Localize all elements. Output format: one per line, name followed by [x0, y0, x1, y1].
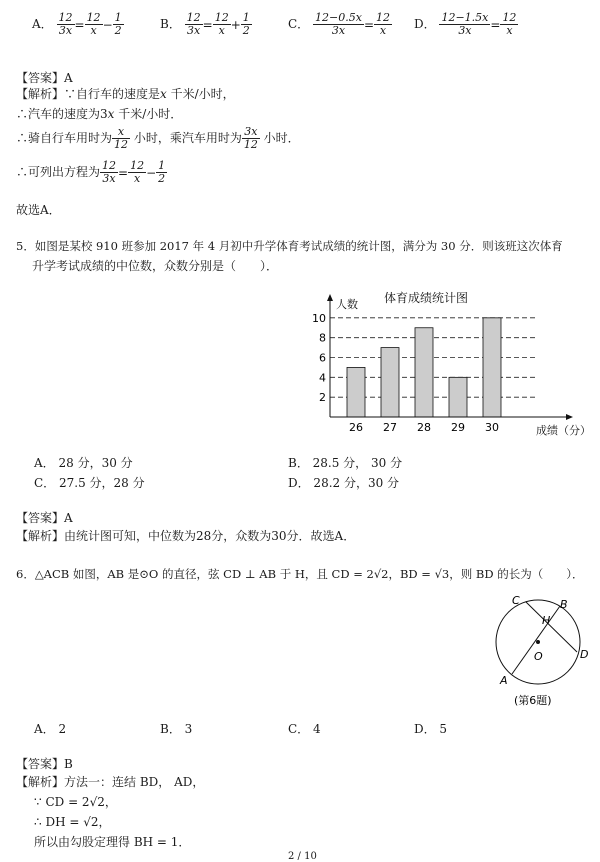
q4-option-d: D． $\frac{12-1.5x}{3x}$ = $\frac{12}{x}$	[414, 11, 517, 37]
q5-option-c: C． 27.5 分，28 分	[34, 476, 145, 490]
q4-analysis-line-3: ∴骑自行车用时为 $\frac{x}{12}$ 小时，乘汽车用时为 $\frac{3x}{12}$ 小时．	[16, 125, 300, 151]
q5-option-a: A． 28 分，30 分	[34, 456, 133, 470]
chart-y-axis-label: 人数	[336, 298, 358, 311]
fraction: $\frac{12}{x}$	[376, 11, 390, 37]
chart-bar-28	[415, 328, 433, 417]
q4-option-a: A． $\frac{12}{3x}$ = $\frac{12}{x}$ − $\frac{1}{2}$	[32, 11, 122, 37]
chart-x-tick-label: 28	[417, 421, 431, 434]
chart-bar-27	[381, 348, 399, 417]
label-c: C	[512, 594, 520, 607]
chart-bar-26	[347, 367, 365, 417]
label-d: D	[580, 648, 589, 661]
label-h: H	[542, 614, 551, 627]
q4-analysis-line-2: ∴汽车的速度为3x 千米/小时．	[16, 107, 183, 121]
q6-analysis-line-3: ∴ DH = √2，	[34, 815, 111, 829]
fraction: $\frac{12}{x}$	[130, 159, 145, 185]
q4-answer: 【答案】A	[16, 71, 73, 85]
chart-y-tick-label: 10	[312, 311, 326, 325]
chart-x-tick-label: 29	[451, 421, 465, 434]
chord-cd	[526, 602, 577, 652]
q6-option-c: C． 4	[288, 722, 321, 736]
q6-option-d: D． 5	[414, 722, 448, 736]
q5-question-line-1: 5．如图是某校 910 班参加 2017 年 4 月初中升学体育考试成绩的统计图，满分为 30 分．则该班这次体育	[16, 239, 563, 253]
fraction: $\frac{12}{x}$	[214, 11, 229, 37]
q4-option-b: B． $\frac{12}{3x}$ = $\frac{12}{x}$ + $\frac{1}{2}$	[160, 11, 250, 37]
chart-y-tick-label: 2	[319, 391, 326, 405]
q6-circle-figure	[490, 590, 600, 710]
fraction: $\frac{12}{x}$	[502, 11, 517, 37]
fraction: $\frac{12}{3x}$	[102, 159, 117, 185]
fraction: $\frac{12-1.5x}{3x}$	[441, 11, 489, 37]
q5-option-d: D． 28.2 分，30 分	[288, 476, 400, 490]
chart-title: 体育成绩统计图	[384, 291, 469, 305]
q6-question: 6．△ACB 如图，AB 是⊙O 的直径，弦 CD ⊥ AB 于 H，且 CD = 2√2，BD = √3，则 BD 的长为（ ）．	[16, 567, 584, 581]
q6-analysis-line-2: ∵ CD = 2√2，	[34, 795, 117, 809]
q6-option-a: A． 2	[34, 722, 67, 736]
chart-y-tick-label: 8	[319, 331, 326, 345]
chart-bar-29	[449, 377, 467, 417]
chart-bar-30	[483, 318, 501, 417]
fraction: $\frac{1}{2}$	[114, 11, 122, 37]
fraction: $\frac{12}{3x}$	[186, 11, 201, 37]
chart-y-tick-label: 6	[319, 351, 326, 365]
chart-y-tick-label: 4	[319, 371, 326, 385]
label-a: A	[500, 674, 508, 687]
fraction: $\frac{12}{3x}$	[58, 11, 73, 37]
q4-choose: 故选A．	[16, 203, 61, 217]
chart-y-axis-arrow	[327, 294, 333, 301]
q6-analysis-line-4: 所以由勾股定理得 BH = 1．	[34, 835, 191, 849]
figure-caption: (第6题)	[514, 694, 552, 707]
fraction: $\frac{12}{x}$	[86, 11, 101, 37]
fraction: $\frac{1}{2}$	[158, 159, 166, 185]
page-number: 2 / 10	[288, 851, 317, 862]
chart-x-tick-label: 30	[485, 421, 499, 434]
chart-x-tick-label: 26	[349, 421, 363, 434]
label-o: O	[534, 650, 543, 663]
q4-analysis-line-1: 【解析】∵自行车的速度是x 千米/小时，	[16, 87, 235, 101]
fraction: $\frac{x}{12}$	[114, 125, 129, 151]
fraction: $\frac{12-0.5x}{3x}$	[315, 11, 362, 37]
q5-option-b: B． 28.5 分， 30 分	[288, 456, 403, 470]
chart-x-tick-label: 27	[383, 421, 397, 434]
q6-option-b: B． 3	[160, 722, 193, 736]
chart-x-axis-arrow	[566, 414, 573, 420]
fraction: $\frac{3x}{12}$	[243, 125, 258, 151]
q5-analysis: 【解析】由统计图可知，中位数为28分，众数为30分．故选A．	[16, 529, 356, 543]
q4-analysis-line-4: ∴可列出方程为 $\frac{12}{3x}$ = $\frac{12}{x}$ − $\frac{1}{2}$	[16, 159, 166, 185]
q4-option-c: C． $\frac{12-0.5x}{3x}$ = $\frac{12}{x}$	[288, 11, 390, 37]
q5-answer: 【答案】A	[16, 511, 73, 525]
chart-x-axis-label: 成绩（分）	[536, 424, 591, 436]
q6-analysis-line-1: 【解析】方法一：连结 BD， AD，	[16, 775, 205, 789]
diameter-ab	[512, 606, 560, 674]
q6-answer: 【答案】B	[16, 757, 73, 771]
label-b: B	[560, 598, 568, 611]
q5-question-line-2: 升学考试成绩的中位数，众数分别是（ ）．	[32, 259, 279, 273]
fraction: $\frac{1}{2}$	[242, 11, 250, 37]
q5-bar-chart	[300, 286, 600, 436]
center-point	[536, 640, 540, 644]
